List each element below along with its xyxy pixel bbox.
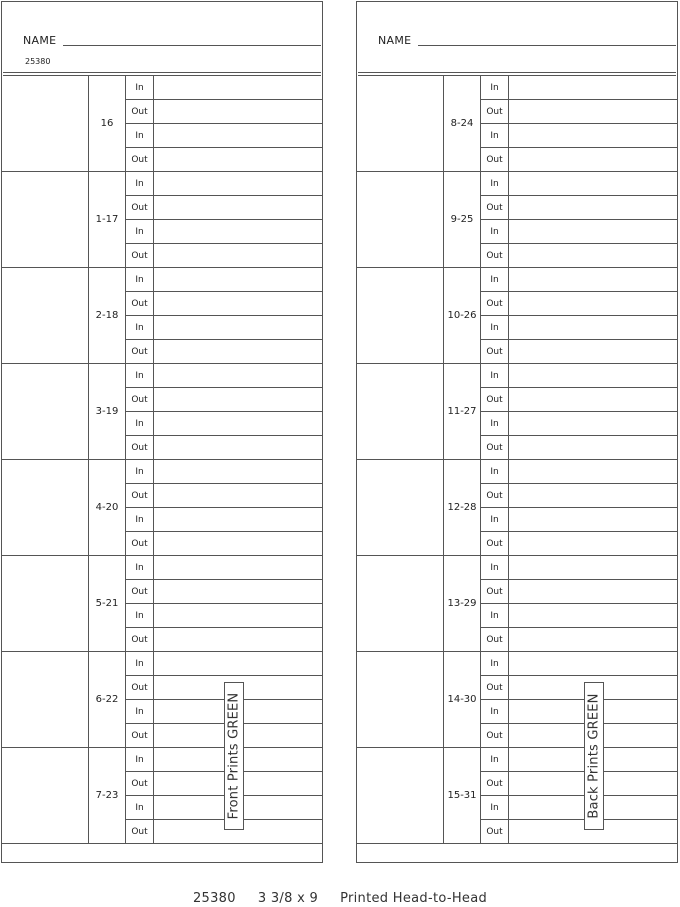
day-date: 6-22	[89, 652, 126, 747]
back-print-note-text: Back Prints GREEN	[586, 693, 602, 819]
front-print-note	[224, 682, 244, 830]
punch-label: Out	[481, 340, 509, 364]
punch-label: Out	[481, 724, 509, 748]
name-line	[418, 45, 676, 46]
day-row	[2, 364, 322, 460]
day-date: 12-28	[444, 460, 481, 555]
punch-row	[481, 772, 677, 796]
day-date: 2-18	[89, 268, 126, 363]
punch-label: In	[126, 748, 154, 771]
day-row	[2, 652, 322, 748]
punch-label: Out	[126, 532, 154, 556]
punch-label: In	[481, 748, 509, 771]
punch-label: Out	[481, 580, 509, 603]
punch-label: Out	[126, 484, 154, 507]
punch-label: In	[126, 796, 154, 819]
punch-row	[481, 124, 677, 148]
punch-row	[126, 172, 322, 196]
punch-row	[481, 484, 677, 508]
punch-row	[126, 436, 322, 460]
punch-column	[481, 460, 677, 555]
punch-label: In	[481, 796, 509, 819]
punch-row	[126, 76, 322, 100]
back-print-note	[584, 682, 604, 830]
day-date: 5-21	[89, 556, 126, 651]
day-date: 16	[89, 76, 126, 171]
punch-label: Out	[126, 676, 154, 699]
day-row	[357, 172, 677, 268]
punch-label: Out	[481, 100, 509, 123]
day-date: 8-24	[444, 76, 481, 171]
punch-row	[126, 100, 322, 124]
punch-label: Out	[126, 244, 154, 268]
punch-label: Out	[481, 148, 509, 172]
punch-label: Out	[126, 292, 154, 315]
punch-label: In	[481, 220, 509, 243]
punch-row	[481, 820, 677, 844]
day-row	[357, 556, 677, 652]
day-total-cell	[357, 556, 444, 651]
name-label: NAME	[378, 34, 412, 47]
punch-label: In	[126, 172, 154, 195]
punch-column	[481, 268, 677, 363]
punch-label: Out	[481, 196, 509, 219]
day-date: 1-17	[89, 172, 126, 267]
punch-label: In	[126, 412, 154, 435]
punch-row	[481, 364, 677, 388]
punch-label: Out	[126, 388, 154, 411]
punch-column	[481, 556, 677, 651]
punch-grid	[2, 76, 322, 844]
punch-row	[126, 484, 322, 508]
day-total-cell	[2, 76, 89, 171]
time-card-back	[356, 1, 678, 863]
punch-label: In	[481, 364, 509, 387]
punch-label: Out	[481, 676, 509, 699]
punch-column	[126, 172, 322, 267]
form-code-label: 25380	[25, 57, 51, 66]
punch-row	[481, 532, 677, 556]
punch-row	[126, 196, 322, 220]
footer-caption	[0, 891, 680, 906]
day-date: 10-26	[444, 268, 481, 363]
punch-row	[481, 172, 677, 196]
punch-column	[481, 652, 677, 747]
punch-label: In	[126, 460, 154, 483]
punch-label: In	[126, 76, 154, 99]
day-row	[357, 652, 677, 748]
punch-label: Out	[126, 436, 154, 460]
punch-label: Out	[481, 436, 509, 460]
punch-label: Out	[481, 388, 509, 411]
punch-label: In	[481, 556, 509, 579]
day-row	[357, 460, 677, 556]
punch-label: Out	[481, 820, 509, 844]
punch-row	[481, 628, 677, 652]
punch-row	[481, 508, 677, 532]
punch-label: In	[481, 412, 509, 435]
punch-row	[126, 268, 322, 292]
time-card-front	[1, 1, 323, 863]
day-total-cell	[2, 748, 89, 843]
punch-label: Out	[481, 628, 509, 652]
day-row	[357, 748, 677, 844]
footer-size: 3 3/8 x 9	[257, 891, 319, 906]
punch-row	[126, 628, 322, 652]
punch-label: Out	[481, 244, 509, 268]
front-print-note-text: Front Prints GREEN	[226, 692, 242, 820]
punch-label: Out	[126, 340, 154, 364]
day-row	[2, 460, 322, 556]
punch-row	[126, 532, 322, 556]
day-row	[357, 268, 677, 364]
punch-column	[126, 76, 322, 171]
punch-label: In	[481, 76, 509, 99]
punch-row	[481, 220, 677, 244]
punch-label: Out	[481, 532, 509, 556]
punch-row	[126, 460, 322, 484]
day-total-cell	[2, 652, 89, 747]
punch-label: In	[126, 220, 154, 243]
punch-label: In	[126, 652, 154, 675]
punch-row	[481, 652, 677, 676]
punch-column	[481, 172, 677, 267]
punch-row	[481, 148, 677, 172]
punch-row	[126, 124, 322, 148]
punch-row	[126, 316, 322, 340]
punch-label: In	[126, 268, 154, 291]
day-row	[2, 268, 322, 364]
punch-label: Out	[126, 580, 154, 603]
punch-label: In	[481, 508, 509, 531]
day-total-cell	[2, 460, 89, 555]
day-date: 14-30	[444, 652, 481, 747]
day-date: 15-31	[444, 748, 481, 843]
day-total-cell	[357, 748, 444, 843]
punch-label: In	[481, 268, 509, 291]
punch-row	[481, 604, 677, 628]
punch-row	[126, 148, 322, 172]
punch-row	[126, 556, 322, 580]
punch-label: In	[126, 124, 154, 147]
punch-label: In	[126, 556, 154, 579]
day-total-cell	[357, 364, 444, 459]
punch-row	[481, 340, 677, 364]
punch-column	[481, 364, 677, 459]
punch-column	[126, 268, 322, 363]
day-total-cell	[2, 172, 89, 267]
day-date: 13-29	[444, 556, 481, 651]
punch-row	[481, 724, 677, 748]
day-date: 11-27	[444, 364, 481, 459]
day-row	[2, 172, 322, 268]
punch-label: Out	[481, 292, 509, 315]
punch-row	[126, 580, 322, 604]
punch-label: Out	[126, 772, 154, 795]
punch-row	[481, 244, 677, 268]
day-total-cell	[357, 76, 444, 171]
day-total-cell	[357, 268, 444, 363]
punch-row	[481, 460, 677, 484]
punch-label: In	[481, 604, 509, 627]
punch-row	[481, 436, 677, 460]
punch-row	[481, 76, 677, 100]
punch-row	[126, 292, 322, 316]
punch-row	[481, 388, 677, 412]
punch-label: In	[481, 172, 509, 195]
day-row	[357, 76, 677, 172]
punch-label: In	[126, 364, 154, 387]
header-rule	[3, 72, 321, 73]
punch-label: Out	[481, 484, 509, 507]
punch-column	[481, 76, 677, 171]
name-label: NAME	[23, 34, 57, 47]
day-date: 7-23	[89, 748, 126, 843]
punch-label: In	[126, 604, 154, 627]
footer-note: Printed Head-to-Head	[340, 891, 488, 906]
day-total-cell	[2, 364, 89, 459]
punch-row	[126, 220, 322, 244]
day-date: 9-25	[444, 172, 481, 267]
punch-column	[126, 364, 322, 459]
punch-label: In	[481, 316, 509, 339]
punch-row	[481, 100, 677, 124]
punch-row	[126, 340, 322, 364]
punch-label: Out	[481, 772, 509, 795]
day-total-cell	[357, 172, 444, 267]
punch-row	[126, 364, 322, 388]
punch-row	[481, 292, 677, 316]
punch-label: Out	[126, 628, 154, 652]
day-row	[2, 76, 322, 172]
punch-row	[481, 316, 677, 340]
punch-row	[126, 604, 322, 628]
punch-row	[481, 268, 677, 292]
punch-row	[481, 412, 677, 436]
punch-row	[481, 796, 677, 820]
day-date: 4-20	[89, 460, 126, 555]
punch-label: Out	[126, 148, 154, 172]
punch-label: In	[126, 700, 154, 723]
day-row	[357, 364, 677, 460]
day-total-cell	[2, 268, 89, 363]
day-total-cell	[357, 460, 444, 555]
punch-row	[481, 676, 677, 700]
day-date: 3-19	[89, 364, 126, 459]
punch-label: In	[481, 652, 509, 675]
day-total-cell	[357, 652, 444, 747]
punch-row	[481, 196, 677, 220]
punch-column	[126, 460, 322, 555]
punch-label: In	[481, 460, 509, 483]
punch-label: Out	[126, 196, 154, 219]
punch-column	[126, 556, 322, 651]
punch-column	[481, 748, 677, 843]
day-row	[2, 556, 322, 652]
name-line	[63, 45, 321, 46]
punch-row	[126, 652, 322, 676]
footer-code: 25380	[192, 891, 236, 906]
punch-label: In	[126, 508, 154, 531]
day-total-cell	[2, 556, 89, 651]
punch-row	[481, 580, 677, 604]
punch-row	[481, 748, 677, 772]
punch-label: In	[126, 316, 154, 339]
punch-row	[126, 412, 322, 436]
punch-grid	[357, 76, 677, 844]
punch-label: In	[481, 700, 509, 723]
punch-label: Out	[126, 100, 154, 123]
punch-row	[481, 700, 677, 724]
punch-label: Out	[126, 724, 154, 748]
day-row	[2, 748, 322, 844]
punch-row	[126, 388, 322, 412]
header-rule	[358, 72, 676, 73]
punch-row	[481, 556, 677, 580]
punch-label: In	[481, 124, 509, 147]
punch-row	[126, 244, 322, 268]
punch-label: Out	[126, 820, 154, 844]
punch-row	[126, 508, 322, 532]
